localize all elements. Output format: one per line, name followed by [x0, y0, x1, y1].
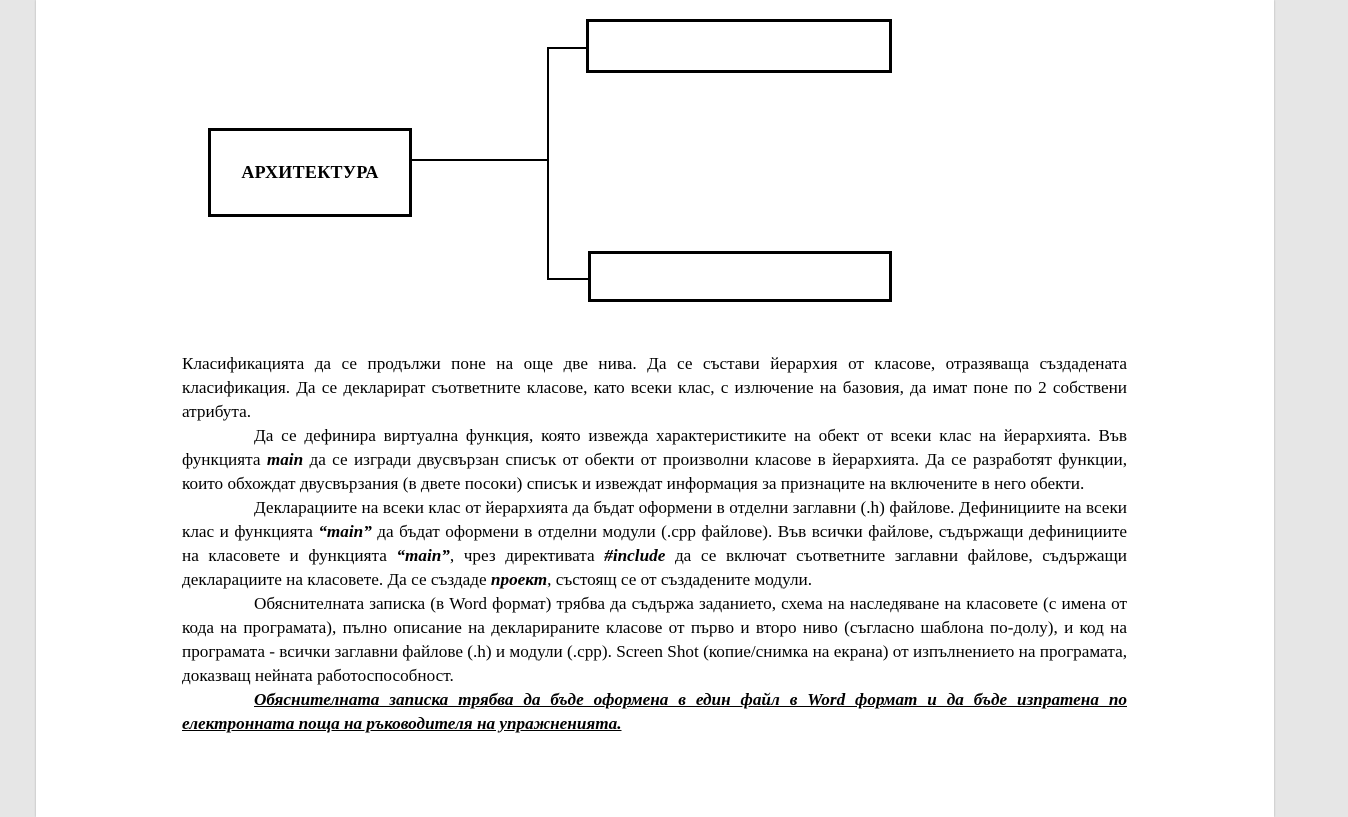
connector-bottom — [547, 278, 588, 280]
paragraph-3-text-i: , състоящ се от създадените модули. — [547, 570, 813, 589]
document-page — [36, 0, 1274, 817]
root-box — [208, 128, 412, 217]
paragraph-4: Обяснителната записка (в Word формат) трябва да съдържа заданието, схема на наследяване на класовете (с имена от кода на програмата), пълно описание на декларираните класове от първо и второ ниво (съгласно шаблона по-долу), и код на програмата - всички заглавни файлове (.h) и модули (.cpp). Screen Shot (копие/снимка на екрана) от изпълнението на програмата, доказващ нейната работоспособност. — [182, 594, 1127, 685]
connector-root — [412, 159, 549, 161]
paragraph-1: Класификацията да се продължи поне на още две нива. Да се състави йерархия от класове, отразяваща създадената класификация. Да се декларират съответните класове, като всеки клас, с излючение на базовия, да имат поне по 2 собствени атрибута. — [182, 354, 1127, 421]
architecture-diagram — [36, 0, 1274, 320]
paragraph-2-text-a: Да се дефинира виртуална функция, която извежда характеристиките на обект от всеки клас на йерархията. Във функцията — [182, 426, 1127, 469]
connector-top — [547, 47, 586, 49]
root-box-label: АРХИТЕКТУРА — [241, 162, 379, 182]
top-child-box — [586, 19, 892, 73]
connector-vertical — [547, 47, 549, 280]
keyword-main-quoted-2: “main” — [396, 546, 450, 565]
keyword-main-quoted-1: “main” — [318, 522, 372, 541]
keyword-project: проект — [490, 570, 548, 589]
paragraph-3-text-e: , чрез директивата — [449, 546, 605, 565]
paragraph-3 — [182, 496, 1127, 592]
paragraph-2 — [182, 424, 1127, 496]
paragraph-5-emphasis: Обяснителната записка трябва да бъде оформена в един файл в Word формат и да бъде изпратена по електронната поща на ръководителя на упражненията. — [182, 690, 1127, 733]
keyword-include: #include — [604, 546, 666, 565]
paragraph-3-text-a: Декларациите на всеки клас от йерархията да бъдат оформени в отделни заглавни (.h) файлове. Дефинициите на всеки клас и функцията — [182, 498, 1127, 541]
paragraph-3-text-g: да се включат съответните заглавни файлове, съдържащи декларациите на класовете. Да се създаде — [182, 546, 1127, 589]
keyword-main: main — [266, 450, 304, 469]
document-body — [182, 352, 1127, 736]
paragraph-2-text-c: да се изгради двусвързан списък от обекти от произволни класове в йерархията. Да се разработят функции, които обхождат двусвързания (в двете посоки) списък и извеждат информация за признаците на включените в него обекти. — [182, 450, 1127, 493]
paragraph-3-text-c: да бъдат оформени в отделни модули (.cpp файлове). Във всички файлове, съдържащи дефинициите на класовете и функцията — [182, 522, 1127, 565]
bottom-child-box — [588, 251, 892, 302]
